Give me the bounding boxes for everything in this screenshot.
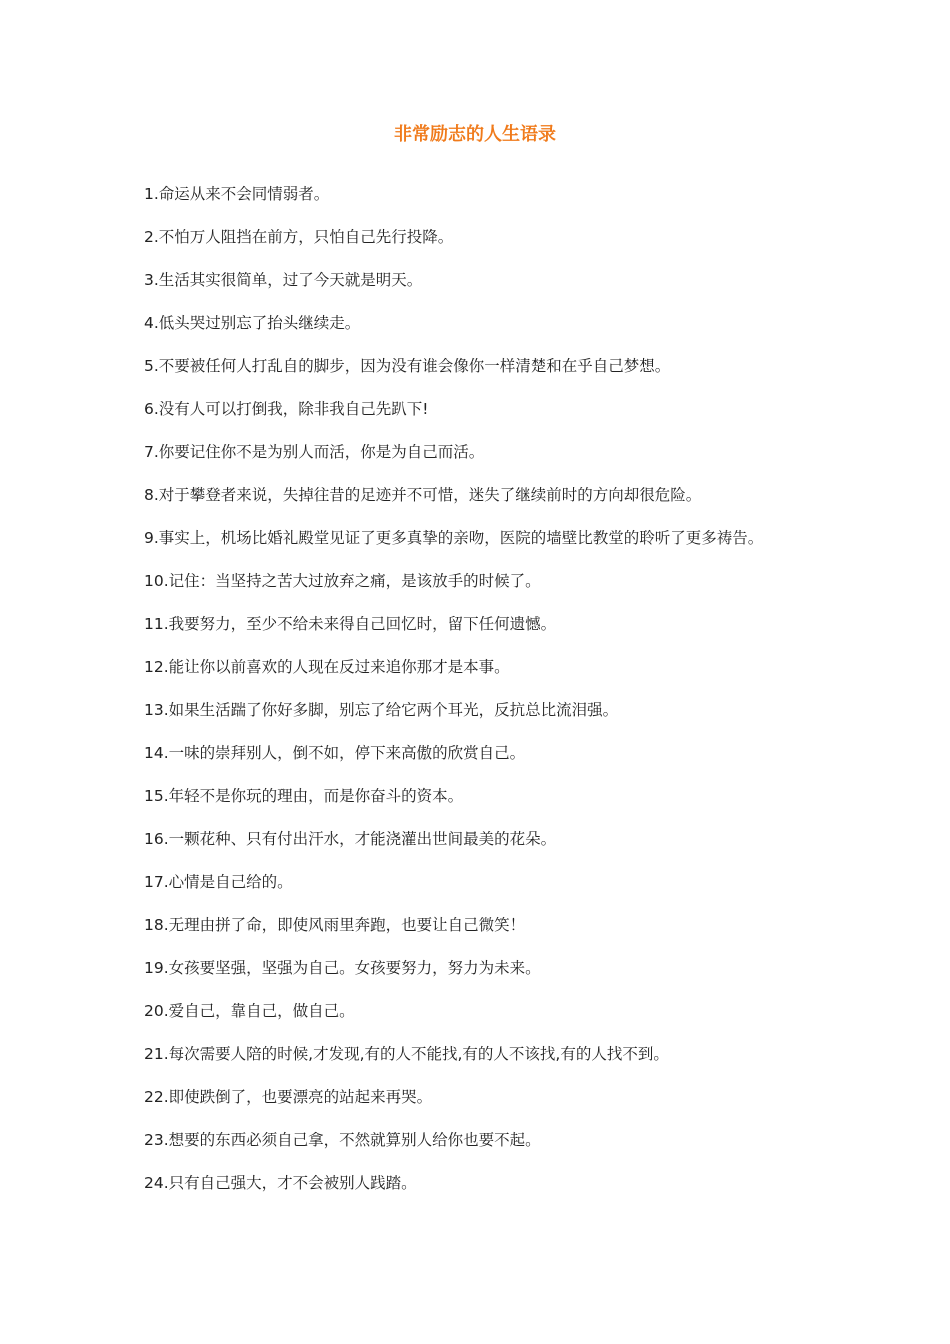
list-item: 4.低头哭过别忘了抬头继续走。 [144,314,361,332]
list-item: 11.我要努力，至少不给未来得自己回忆时，留下任何遗憾。 [144,615,557,633]
list-item: 21.每次需要人陪的时候,才发现,有的人不能找,有的人不该找,有的人找不到。 [144,1045,669,1063]
quote-list [144,182,864,1214]
list-item: 19.女孩要坚强，坚强为自己。女孩要努力，努力为未来。 [144,959,541,977]
list-item: 16.一颗花种、只有付出汗水，才能浇灌出世间最美的花朵。 [144,830,557,848]
list-item: 22.即使跌倒了，也要漂亮的站起来再哭。 [144,1088,433,1106]
list-item: 1.命运从来不会同情弱者。 [144,185,330,203]
list-item: 8.对于攀登者来说，失掉往昔的足迹并不可惜，迷失了继续前时的方向却很危险。 [144,486,702,504]
list-item: 20.爱自己，靠自己，做自己。 [144,1002,355,1020]
list-item: 15.年轻不是你玩的理由，而是你奋斗的资本。 [144,787,464,805]
list-item: 7.你要记住你不是为别人而活，你是为自己而活。 [144,443,485,461]
document-title: 非常励志的人生语录 [394,124,556,145]
list-item: 24.只有自己强大，才不会被别人践踏。 [144,1174,417,1192]
list-item: 9.事实上，机场比婚礼殿堂见证了更多真挚的亲吻，医院的墙壁比教堂的聆听了更多祷告。 [144,529,764,547]
list-item: 6.没有人可以打倒我，除非我自己先趴下! [144,400,429,418]
list-item: 17.心情是自己给的。 [144,873,293,891]
list-item: 10.记住：当坚持之苦大过放弃之痛，是该放手的时候了。 [144,572,541,590]
list-item: 5.不要被任何人打乱自的脚步，因为没有谁会像你一样清楚和在乎自己梦想。 [144,357,671,375]
list-item: 18.无理由拼了命，即使风雨里奔跑，也要让自己微笑！ [144,916,526,934]
list-item: 13.如果生活踹了你好多脚，别忘了给它两个耳光，反抗总比流泪强。 [144,701,619,719]
list-item: 2.不怕万人阻挡在前方，只怕自己先行投降。 [144,228,454,246]
list-item: 14.一味的崇拜别人，倒不如，停下来高傲的欣赏自己。 [144,744,526,762]
list-item: 23.想要的东西必须自己拿，不然就算别人给你也要不起。 [144,1131,541,1149]
list-item: 12.能让你以前喜欢的人现在反过来追你那才是本事。 [144,658,510,676]
list-item: 3.生活其实很简单，过了今天就是明天。 [144,271,423,289]
